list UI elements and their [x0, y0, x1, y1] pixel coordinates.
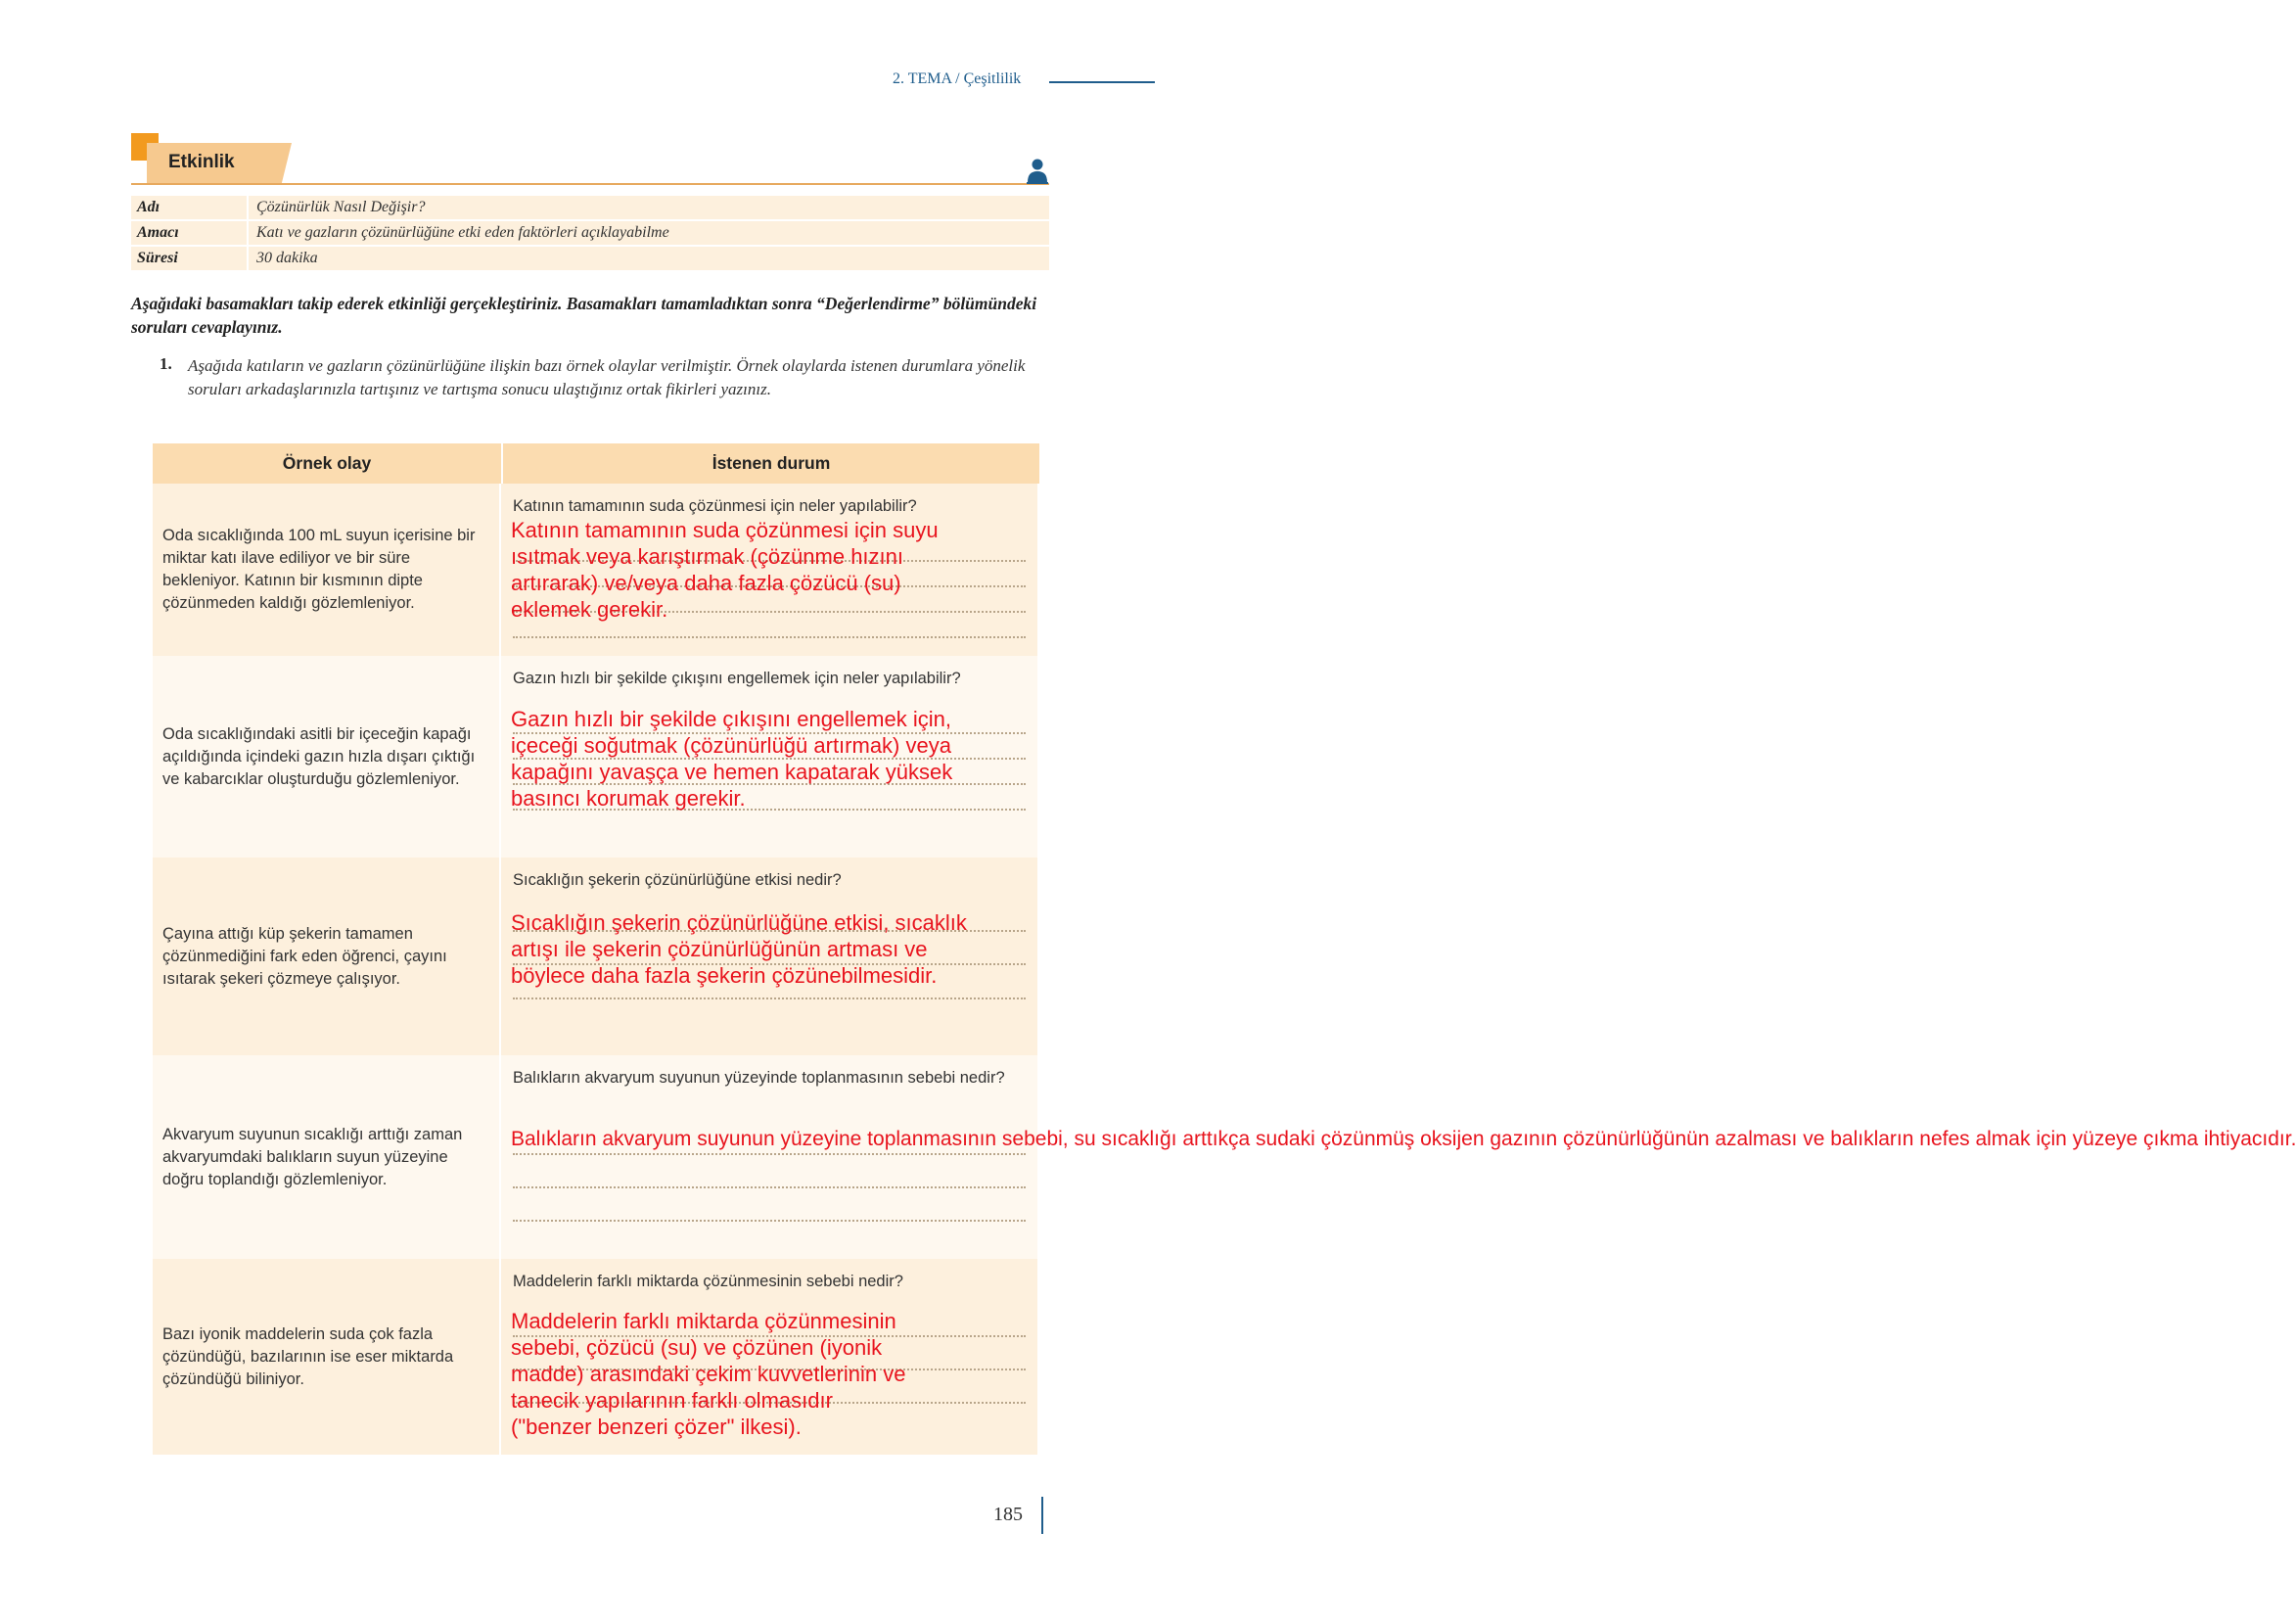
answer-line	[513, 636, 1026, 638]
info-label: Amacı	[131, 221, 249, 245]
question-cell	[501, 1055, 2296, 1259]
column-header-question: İstenen durum	[503, 443, 1039, 484]
activity-info-table	[131, 196, 1049, 272]
handwritten-answer[interactable]: Balıkların akvaryum suyunun yüzeyine toplanmasının sebebi, su sıcaklığı arttıkça sudaki çözünmüş oksijen gazının çözünürlüğünün azalması ve balıkların nefes almak için yüzeye çıkma ihtiyacıdır.	[511, 1128, 2296, 1150]
activity-rule	[131, 183, 1049, 185]
page-number-rule	[1041, 1497, 1043, 1534]
table-row	[153, 1259, 1039, 1455]
event-cell: Akvaryum suyunun sıcaklığı arttığı zaman akvaryumdaki balıkların suyun yüzeyine doğru toplandığı gözlemleniyor.	[153, 1055, 501, 1259]
answer-line	[513, 998, 1026, 999]
table-row	[153, 484, 1039, 656]
handwritten-answer[interactable]: Maddelerin farklı miktarda çözünmesinin sebebi, çözücü (su) ve çözünen (iyonik madde) arasındaki çekim kuvvetlerinin ve tanecik yapılarının farklı olmasıdır ("benzer benzeri çözer" ilkesi).	[511, 1309, 906, 1439]
table-row	[153, 858, 1039, 1055]
activity-badge-label: Etkinlik	[168, 152, 235, 172]
info-value: Katı ve gazların çözünürlüğüne etki eden faktörleri açıklayabilme	[256, 224, 669, 241]
handwritten-answer[interactable]: Gazın hızlı bir şekilde çıkışını engellemek için, içeceği soğutmak (çözünürlüğü artırmak) veya kapağını yavaşça ve hemen kapatarak yüksek basıncı korumak gerekir.	[511, 707, 953, 811]
handwritten-answer[interactable]: Katının tamamının suda çözünmesi için suyu ısıtmak veya karıştırmak (çözünme hızını artırarak) ve/veya daha fazla çözücü (su) eklemek gerekir.	[511, 518, 939, 622]
question-text: Gazın hızlı bir şekilde çıkışını engellemek için neler yapılabilir?	[513, 670, 961, 687]
table-header	[153, 443, 1039, 484]
chapter-title: 2. TEMA / Çeşitlilik	[893, 70, 1022, 87]
question-text: Sıcaklığın şekerin çözünürlüğüne etkisi nedir?	[513, 871, 842, 889]
info-value: 30 dakika	[256, 250, 318, 266]
person-icon	[1027, 159, 1048, 184]
example-events-table	[153, 443, 2296, 1455]
question-cell	[501, 484, 1037, 656]
event-cell: Çayına attığı küp şekerin tamamen çözünmediğini fark eden öğrenci, çayını ısıtarak şekeri çözmeye çalışıyor.	[153, 858, 501, 1055]
info-row-name	[131, 196, 1049, 219]
info-value: Çözünürlük Nasıl Değişir?	[256, 199, 426, 215]
question-text: Balıkların akvaryum suyunun yüzeyinde toplanmasının sebebi nedir?	[513, 1069, 1005, 1087]
step-text: Aşağıda katıların ve gazların çözünürlüğüne ilişkin bazı örnek olaylar verilmiştir. Örnek olaylarda istenen durumlara yönelik soruları arkadaşlarınızla tartışınız ve tartışma sonucu ulaştığınız ortak fikirleri yazınız.	[188, 356, 1026, 398]
question-cell	[501, 656, 1037, 858]
info-row-duration	[131, 247, 1049, 270]
info-row-purpose	[131, 221, 1049, 245]
question-text: Maddelerin farklı miktarda çözünmesinin sebebi nedir?	[513, 1273, 903, 1290]
table-row	[153, 1055, 2296, 1259]
event-cell: Oda sıcaklığındaki asitli bir içeceğin kapağı açıldığında içindeki gazın hızla dışarı çıktığı ve kabarcıklar oluşturduğu gözlemleniyor.	[153, 656, 501, 858]
event-cell: Bazı iyonik maddelerin suda çok fazla çözündüğü, bazılarının ise eser miktarda çözündüğü biliniyor.	[153, 1259, 501, 1455]
table-row	[153, 656, 1039, 858]
page-number: 185	[993, 1504, 1023, 1525]
step-number: 1.	[160, 354, 172, 373]
handwritten-answer[interactable]: Sıcaklığın şekerin çözünürlüğüne etkisi, sıcaklık artışı ile şekerin çözünürlüğünün artması ve böylece daha fazla şekerin çözünebilmesidir.	[511, 910, 967, 988]
question-cell	[501, 1259, 1037, 1455]
question-cell	[501, 858, 1037, 1055]
answer-line	[513, 1186, 1026, 1188]
event-cell: Oda sıcaklığında 100 mL suyun içerisine bir miktar katı ilave ediliyor ve bir süre bekleniyor. Katının bir kısmının dipte çözünmeden kaldığı gözlemleniyor.	[153, 484, 501, 656]
header-rule	[1049, 81, 1155, 83]
info-label: Adı	[131, 196, 249, 219]
answer-line	[513, 1220, 1026, 1222]
column-header-event: Örnek olay	[153, 443, 503, 484]
info-label: Süresi	[131, 247, 249, 270]
instructions-text: Aşağıdaki basamakları takip ederek etkinliği gerçekleştiriniz. Basamakları tamamladıktan sonra “Değerlendirme” bölümündeki soruları cevaplayınız.	[131, 294, 1037, 337]
answer-line	[513, 1153, 1026, 1155]
question-text: Katının tamamının suda çözünmesi için neler yapılabilir?	[513, 497, 917, 515]
